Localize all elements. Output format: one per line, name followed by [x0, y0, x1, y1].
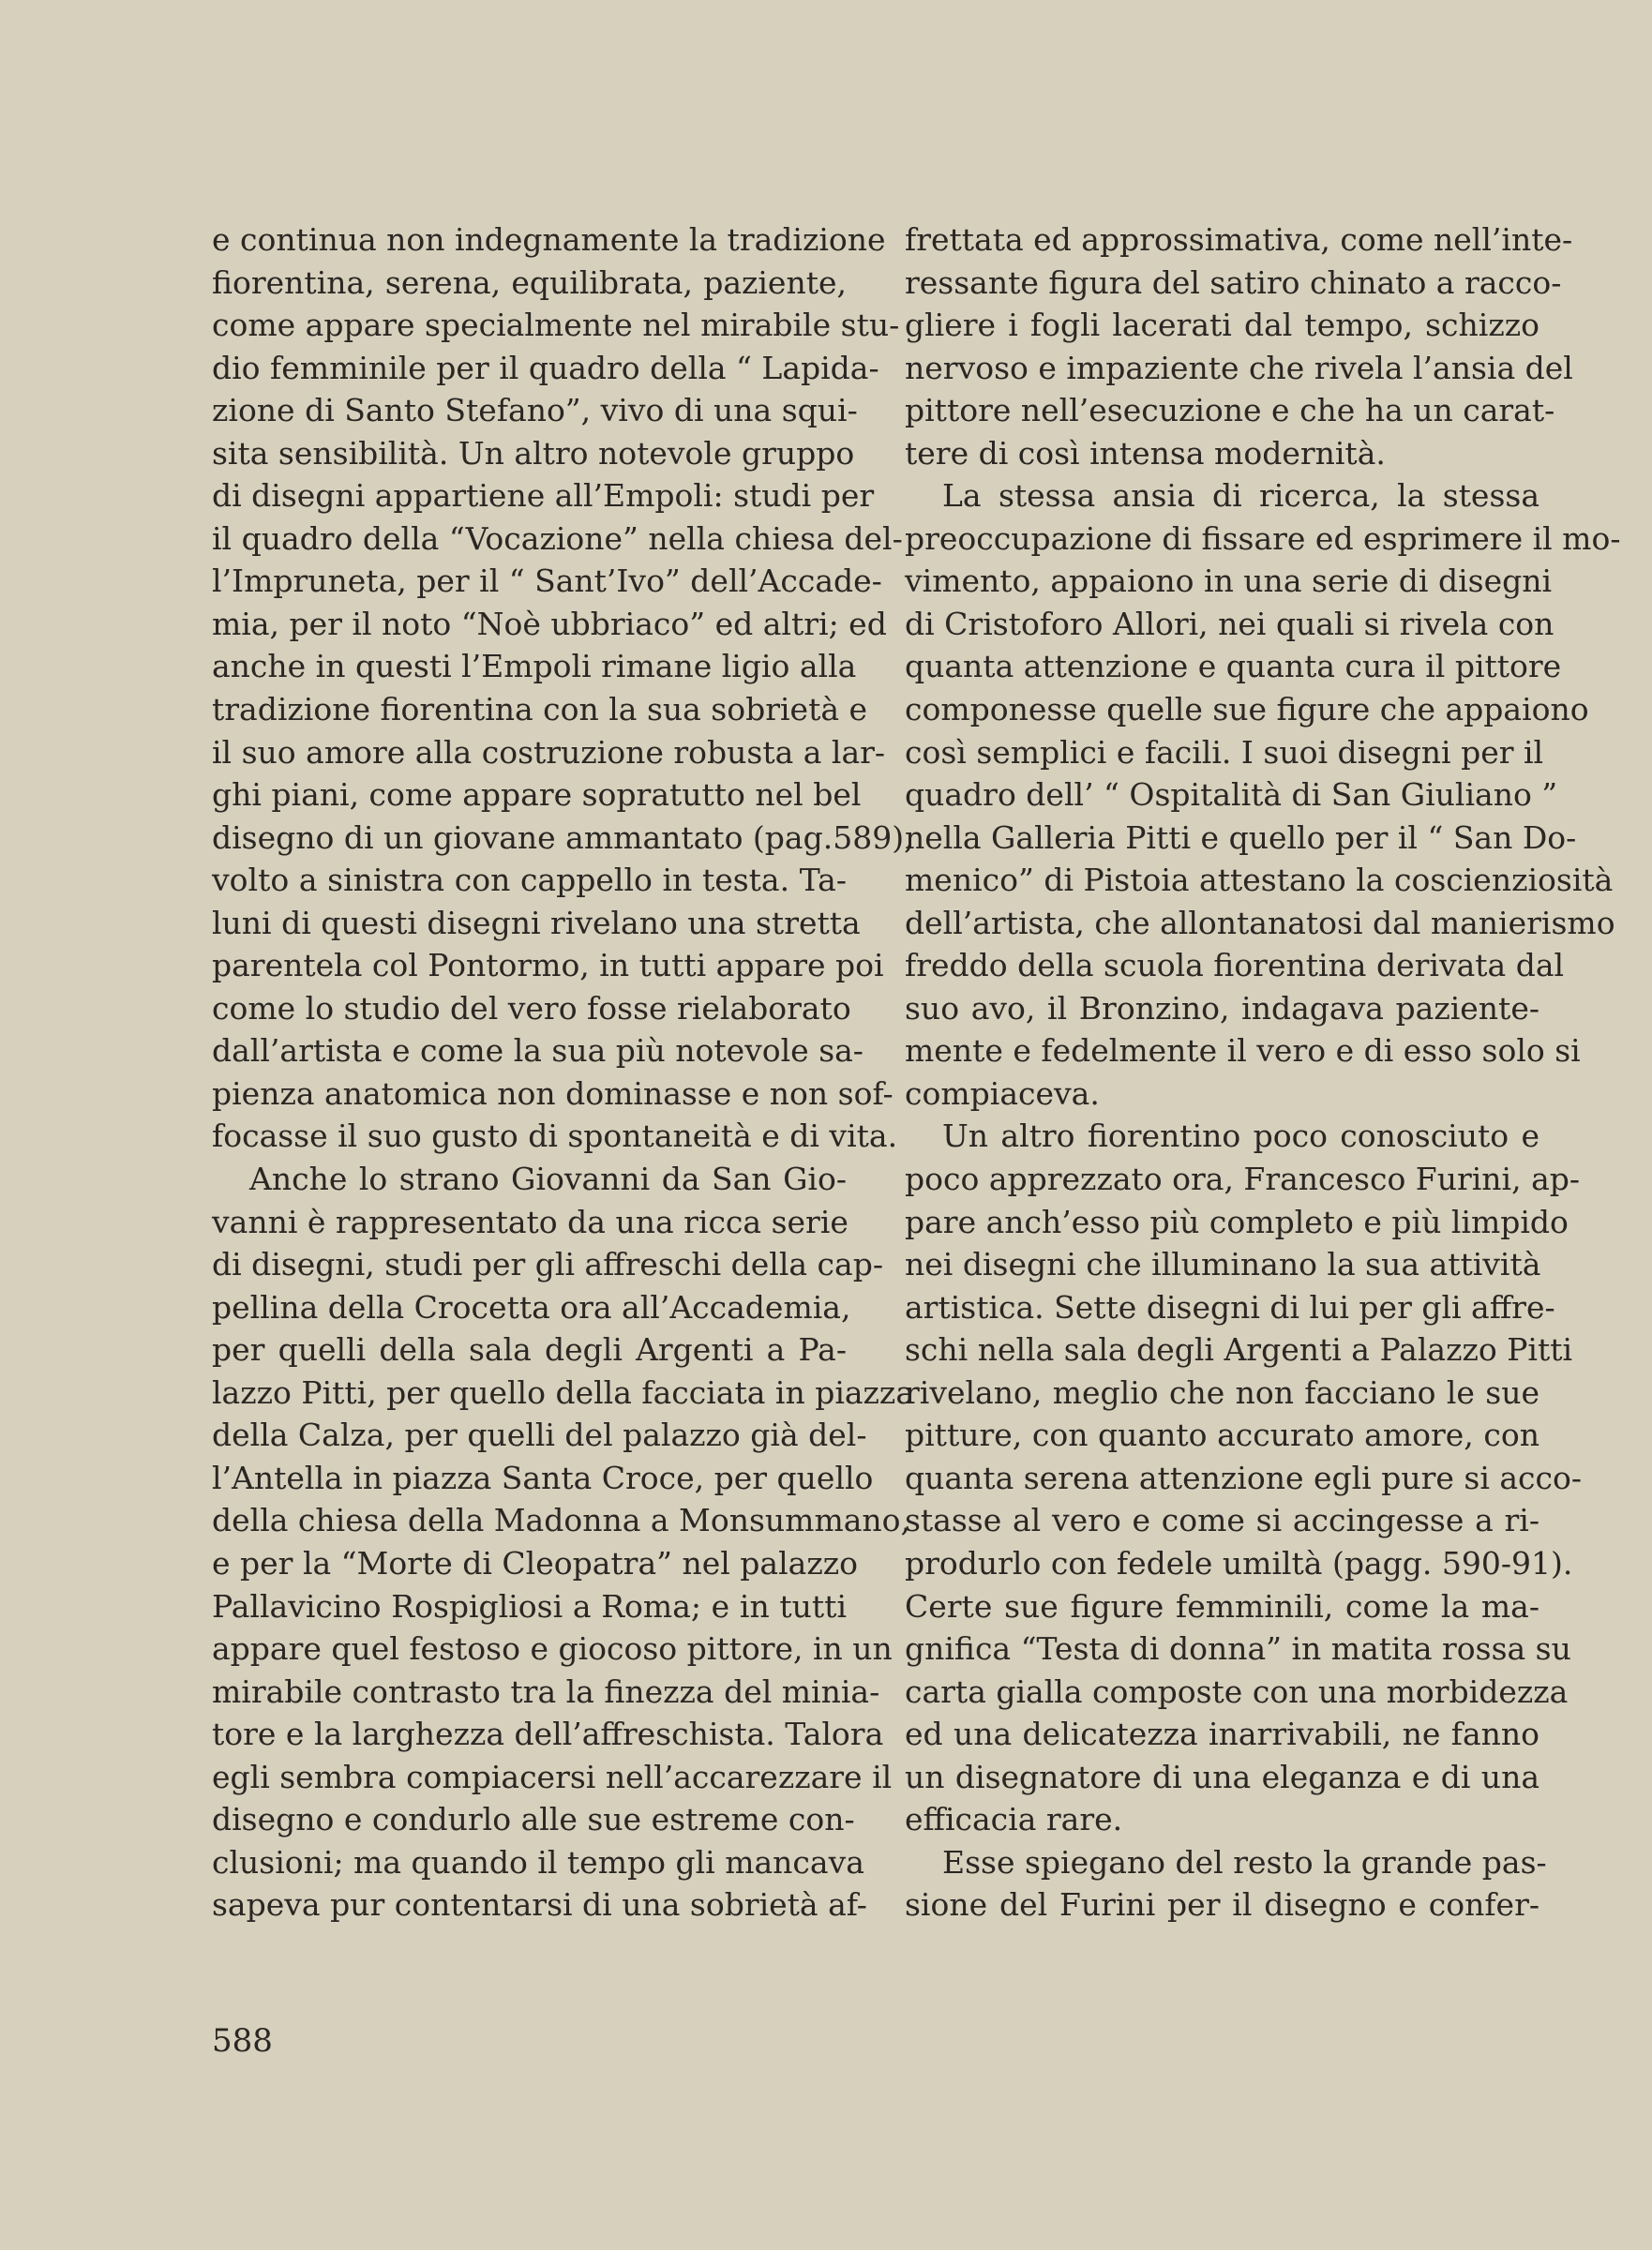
text-line: l’Impruneta, per il “ Sant’Ivo” dell’Accade- [212, 562, 882, 600]
text-line: nervoso e impaziente che rivela l’ansia del [905, 349, 1573, 386]
text-line: quanta attenzione e quanta cura il pittore [905, 648, 1562, 685]
text-line: disegno di un giovane ammantato (pag.589), [212, 818, 914, 856]
text-line: luni di questi disegni rivelano una stretta [212, 904, 861, 941]
text-line: della Calza, per quelli del palazzo già del- [212, 1417, 867, 1454]
text-line: l’Antella in piazza Santa Croce, per quello [212, 1459, 874, 1496]
text-line: clusioni; ma quando il tempo gli mancava [212, 1843, 864, 1881]
text-line: stasse al vero e come si accingesse a ri- [905, 1502, 1539, 1539]
text-line: frettata ed approssimativa, come nell’inte- [905, 221, 1573, 258]
text-line: come lo studio del vero fosse rielaborato [212, 989, 851, 1027]
text-line: di disegni appartiene all’Empoli: studi per [212, 477, 875, 515]
text-line: ed una delicatezza inarrivabili, ne fanno [905, 1716, 1539, 1753]
page-number: 588 [212, 2022, 273, 2060]
text-line: gnifica “Testa di donna” in matita rossa su [905, 1630, 1571, 1668]
text-line: tore e la larghezza dell’affreschista. Talora [212, 1716, 884, 1753]
text-line: un disegnatore di una eleganza e di una [905, 1758, 1539, 1795]
text-line: suo avo, il Bronzino, indagava paziente- [905, 989, 1539, 1027]
text-line: rivelano, meglio che non facciano le sue [905, 1373, 1539, 1411]
text-line: volto a sinistra con cappello in testa. Ta- [212, 862, 847, 899]
text-line: ressante figura del satiro chinato a racco- [905, 263, 1562, 301]
text-line: Esse spiegano del resto la grande pas- [942, 1843, 1547, 1881]
text-line: quadro dell’ “ Ospitalità di San Giuliano ” [905, 776, 1558, 814]
text-line: di disegni, studi per gli affreschi della cap- [212, 1246, 883, 1283]
text-line: Anche lo strano Giovanni da San Gio- [249, 1161, 847, 1198]
text-line: schi nella sala degli Argenti a Palazzo Pitti [905, 1331, 1573, 1369]
text-line: fiorentina, serena, equilibrata, paziente, [212, 263, 847, 301]
text-line: il quadro della “Vocazione” nella chiesa del- [212, 519, 903, 557]
left-text-column [212, 218, 914, 1927]
text-line: così semplici e facili. I suoi disegni per il [905, 733, 1544, 771]
text-line: come appare specialmente nel mirabile stu- [212, 307, 900, 344]
text-line: produrlo con fedele umiltà (pagg. 590-91). [905, 1544, 1573, 1582]
text-line: ghi piani, come appare sopratutto nel bel [212, 776, 862, 814]
text-line: carta gialla composte con una morbidezza [905, 1672, 1569, 1710]
text-line: di Cristoforo Allori, nei quali si rivela con [905, 605, 1554, 642]
text-line: focasse il suo gusto di spontaneità e di vita. [212, 1118, 898, 1155]
text-line: sione del Furini per il disegno e confer- [905, 1886, 1539, 1924]
text-line: poco apprezzato ora, Francesco Furini, ap- [905, 1161, 1581, 1198]
text-line: parentela col Pontormo, in tutti appare poi [212, 947, 884, 984]
text-line: Certe sue figure femminili, come la ma- [905, 1587, 1539, 1625]
text-line: vimento, appaiono in una serie di disegni [905, 562, 1553, 600]
text-line: il suo amore alla costruzione robusta a lar- [212, 733, 886, 771]
text-line: menico” di Pistoia attestano la coscienziosità [905, 862, 1614, 899]
text-line: dell’artista, che allontanatosi dal manierismo [905, 904, 1615, 941]
text-line: mia, per il noto “Noè ubbriaco” ed altri; ed [212, 605, 887, 642]
text-line: gliere i fogli lacerati dal tempo, schizzo [905, 307, 1539, 344]
text-line: vanni è rappresentato da una ricca serie [212, 1203, 849, 1240]
text-line: quanta serena attenzione egli pure si acco- [905, 1459, 1583, 1496]
text-line: componesse quelle sue figure che appaiono [905, 691, 1589, 728]
text-line: disegno e condurlo alle sue estreme con- [212, 1801, 855, 1838]
text-line: lazzo Pitti, per quello della facciata in piazza [212, 1373, 914, 1411]
text-line: mente e fedelmente il vero e di esso solo si [905, 1032, 1581, 1070]
text-line: dio femminile per il quadro della “ Lapida- [212, 349, 879, 386]
text-line: nei disegni che illuminano la sua attività [905, 1246, 1541, 1283]
text-line: dall’artista e come la sua più notevole sa- [212, 1032, 864, 1070]
text-line: egli sembra compiacersi nell’accarezzare il [212, 1758, 893, 1795]
text-line: anche in questi l’Empoli rimane ligio alla [212, 648, 857, 685]
text-line: pellina della Crocetta ora all’Accademia, [212, 1288, 851, 1326]
text-line: pittore nell’esecuzione e che ha un carat- [905, 392, 1555, 429]
text-line: pare anch’esso più completo e più limpido [905, 1203, 1569, 1240]
text-line: sapeva pur contentarsi di una sobrietà af- [212, 1886, 867, 1924]
text-line: e continua non indegnamente la tradizione [212, 221, 886, 258]
right-text-column [905, 218, 1621, 1927]
text-line: artistica. Sette disegni di lui per gli affre- [905, 1288, 1555, 1326]
text-line: preoccupazione di fissare ed esprimere il mo- [905, 519, 1621, 557]
text-line: efficacia rare. [905, 1801, 1123, 1838]
text-line: Un altro fiorentino poco conosciuto e [942, 1118, 1539, 1155]
text-line: La stessa ansia di ricerca, la stessa [942, 477, 1539, 515]
text-line: nella Galleria Pitti e quello per il “ San Do- [905, 818, 1577, 856]
text-line: freddo della scuola fiorentina derivata dal [905, 947, 1565, 984]
text-line: appare quel festoso e giocoso pittore, in un [212, 1630, 893, 1668]
text-line: e per la “Morte di Cleopatra” nel palazzo [212, 1544, 858, 1582]
text-line: della chiesa della Madonna a Monsummano, [212, 1502, 911, 1539]
text-line: Pallavicino Rospigliosi a Roma; e in tutti [212, 1587, 847, 1625]
text-line: pienza anatomica non dominasse e non sof- [212, 1074, 894, 1112]
text-line: zione di Santo Stefano”, vivo di una squi- [212, 392, 858, 429]
text-line: mirabile contrasto tra la finezza del minia- [212, 1672, 880, 1710]
text-line: per quelli della sala degli Argenti a Pa- [212, 1331, 847, 1369]
text-line: compiaceva. [905, 1074, 1100, 1112]
text-line: sita sensibilità. Un altro notevole gruppo [212, 434, 855, 472]
text-line: tradizione fiorentina con la sua sobrietà e [212, 691, 868, 728]
text-line: tere di così intensa modernità. [905, 434, 1386, 472]
text-line: pitture, con quanto accurato amore, con [905, 1417, 1539, 1454]
